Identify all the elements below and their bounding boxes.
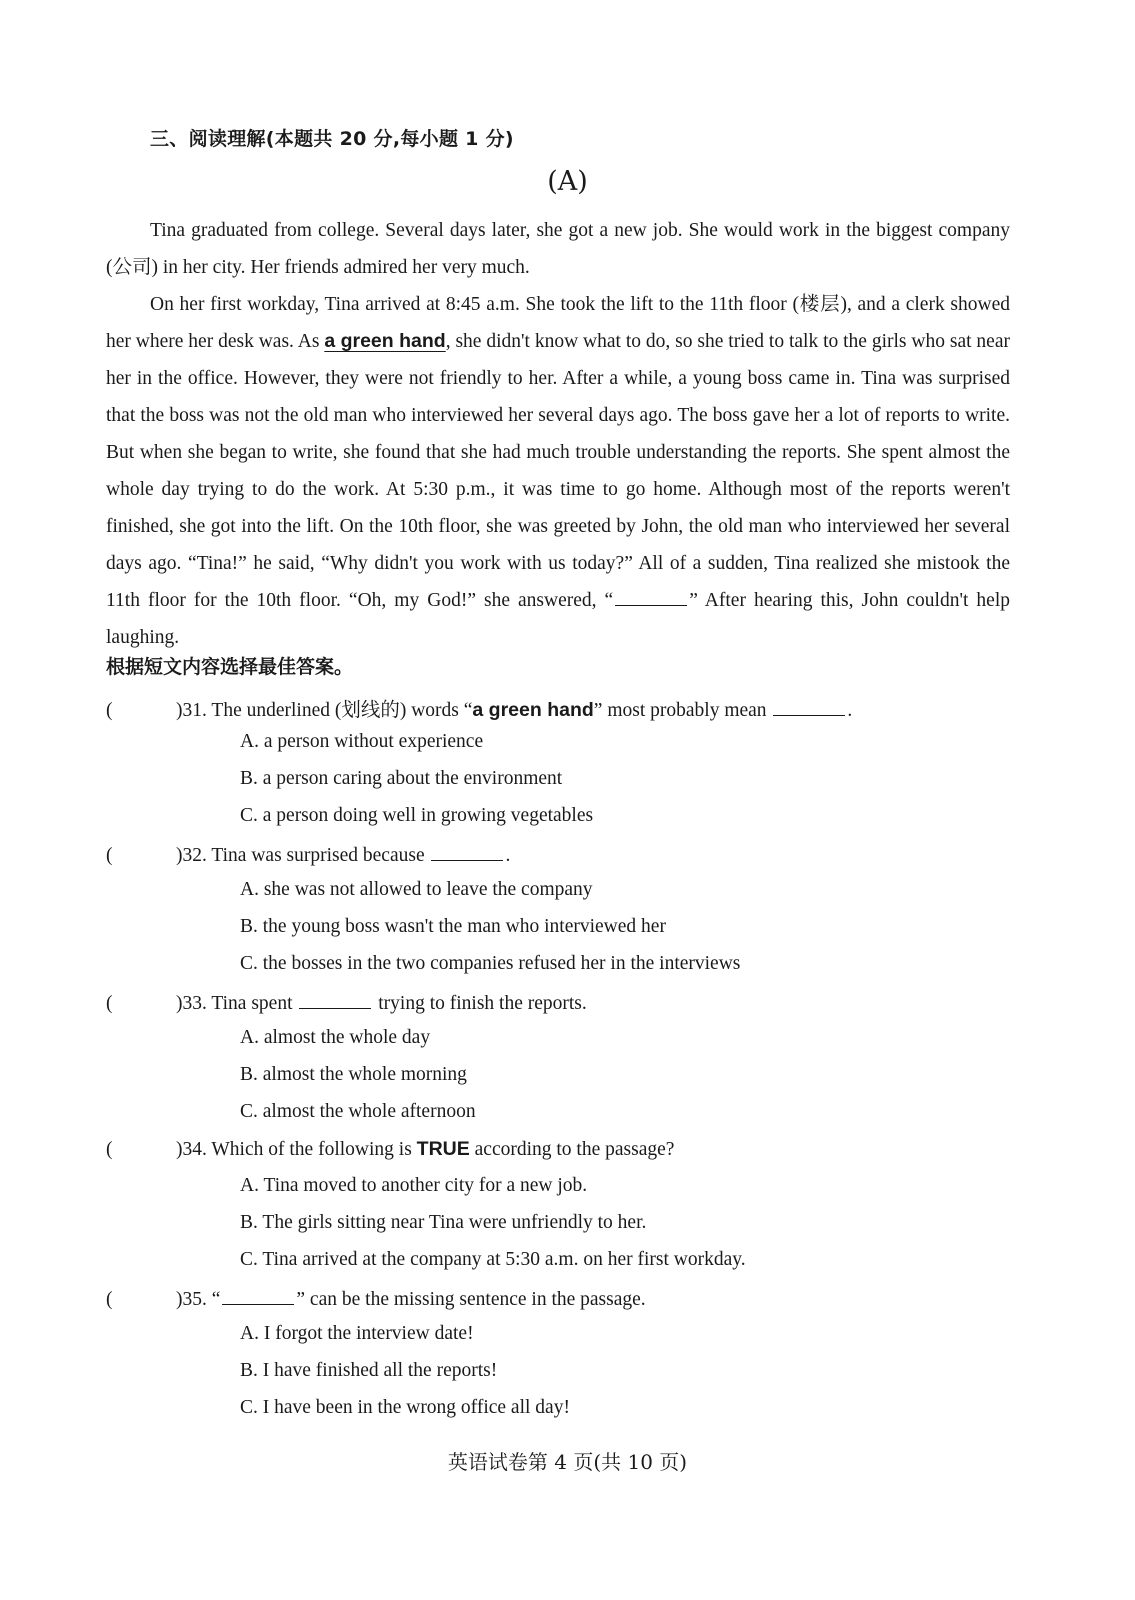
question-stem: Which of the following is <box>211 1139 417 1160</box>
question-stem-end: trying to finish the reports. <box>373 993 587 1014</box>
option-35a: A. I forgot the interview date! <box>240 1323 474 1344</box>
reading-passage <box>106 212 1010 656</box>
question-stem-end: ” can be the missing sentence in the passage. <box>296 1289 646 1310</box>
answer-blank <box>299 990 371 1009</box>
question-stem: Tina spent <box>211 993 298 1014</box>
option-31b: B. a person caring about the environment <box>240 768 563 789</box>
question-33 <box>106 990 587 1015</box>
option-32a: A. she was not allowed to leave the company <box>240 879 593 900</box>
option-34c: C. Tina arrived at the company at 5:30 a.m. on her first workday. <box>240 1249 746 1270</box>
question-stem-end: . <box>505 845 511 866</box>
question-number: )31. <box>176 700 207 721</box>
passage-text: , she didn't know what to do, so she tried to talk to the girls who sat near her in the office. However, they were not friendly to her. After a while, a young boss came in. Tina was surprised that the boss was not the old man who interviewed her several days ago. The boss gave her a lot of reports to write. But when she began to write, she found that she had much trouble understanding the reports. She spent almost the whole day trying to do the work. At 5:30 p.m., it was time to go home. Although most of the reports weren't finished, she got into the lift. On the 10th floor, she was greeted by John, the old man who interviewed her several days ago. “Tina!” he said, “Why didn't you work with us today?” All of a sudden, Tina realized she mistook the 11th floor for the 10th floor. “Oh, my God!” she answered, “ <box>106 331 1010 611</box>
passage-paragraph-1: Tina graduated from college. Several days later, she got a new job. She would work in the biggest company (公司) in her city. Her friends admired her very much. <box>106 220 1010 278</box>
option-33b: B. almost the whole morning <box>240 1064 467 1085</box>
question-32 <box>106 842 510 867</box>
option-33a: A. almost the whole day <box>240 1027 431 1048</box>
question-stem: ” most probably mean <box>593 700 772 721</box>
page-footer: 英语试卷第 4 页(共 10 页) <box>447 1450 688 1474</box>
answer-blank <box>773 697 845 716</box>
question-number: )34. <box>176 1139 207 1160</box>
answer-blank <box>431 842 503 861</box>
section-heading: 三、阅读理解(本题共 20 分,每小题 1 分) <box>150 128 514 150</box>
option-34a: A. Tina moved to another city for a new job. <box>240 1175 588 1196</box>
question-stem-bold: a green hand <box>472 699 594 721</box>
underlined-phrase: a green hand <box>324 330 446 352</box>
question-number: )35. <box>176 1289 207 1310</box>
question-31 <box>106 694 852 722</box>
question-stem: “ <box>211 1289 221 1310</box>
question-instruction: 根据短文内容选择最佳答案。 <box>106 656 354 678</box>
option-31a: A. a person without experience <box>240 731 484 752</box>
answer-paren: ( <box>106 1289 113 1310</box>
answer-paren: ( <box>106 1139 113 1160</box>
question-number: )32. <box>176 845 207 866</box>
answer-paren: ( <box>106 700 113 721</box>
option-35b: B. I have finished all the reports! <box>240 1360 498 1381</box>
question-35 <box>106 1286 646 1311</box>
option-33c: C. almost the whole afternoon <box>240 1101 476 1122</box>
passage-text: On her first workday, Tina arrived at 8:45 a.m. She took the lift to the 11th floor (楼层), and a clerk showed her where her desk was. As <box>106 294 1010 352</box>
answer-blank <box>615 587 687 606</box>
question-stem-end: . <box>847 700 853 721</box>
question-stem: The underlined (划线的) words “ <box>211 700 473 721</box>
option-32c: C. the bosses in the two companies refused her in the interviews <box>240 953 741 974</box>
answer-paren: ( <box>106 993 113 1014</box>
passage-text: ” After hearing this, John couldn't help laughing. <box>106 590 1010 648</box>
question-stem: according to the passage? <box>469 1139 675 1160</box>
question-number: )33. <box>176 993 207 1014</box>
question-34 <box>106 1138 674 1161</box>
option-32b: B. the young boss wasn't the man who interviewed her <box>240 916 666 937</box>
answer-blank <box>222 1286 294 1305</box>
question-stem-bold: TRUE <box>416 1138 470 1160</box>
option-31c: C. a person doing well in growing vegetables <box>240 805 594 826</box>
answer-paren: ( <box>106 845 113 866</box>
passage-label: (A) <box>547 166 588 197</box>
passage-paragraph-2 <box>106 286 1010 656</box>
question-stem: Tina was surprised because <box>211 845 430 866</box>
option-35c: C. I have been in the wrong office all day! <box>240 1397 570 1418</box>
option-34b: B. The girls sitting near Tina were unfriendly to her. <box>240 1212 647 1233</box>
